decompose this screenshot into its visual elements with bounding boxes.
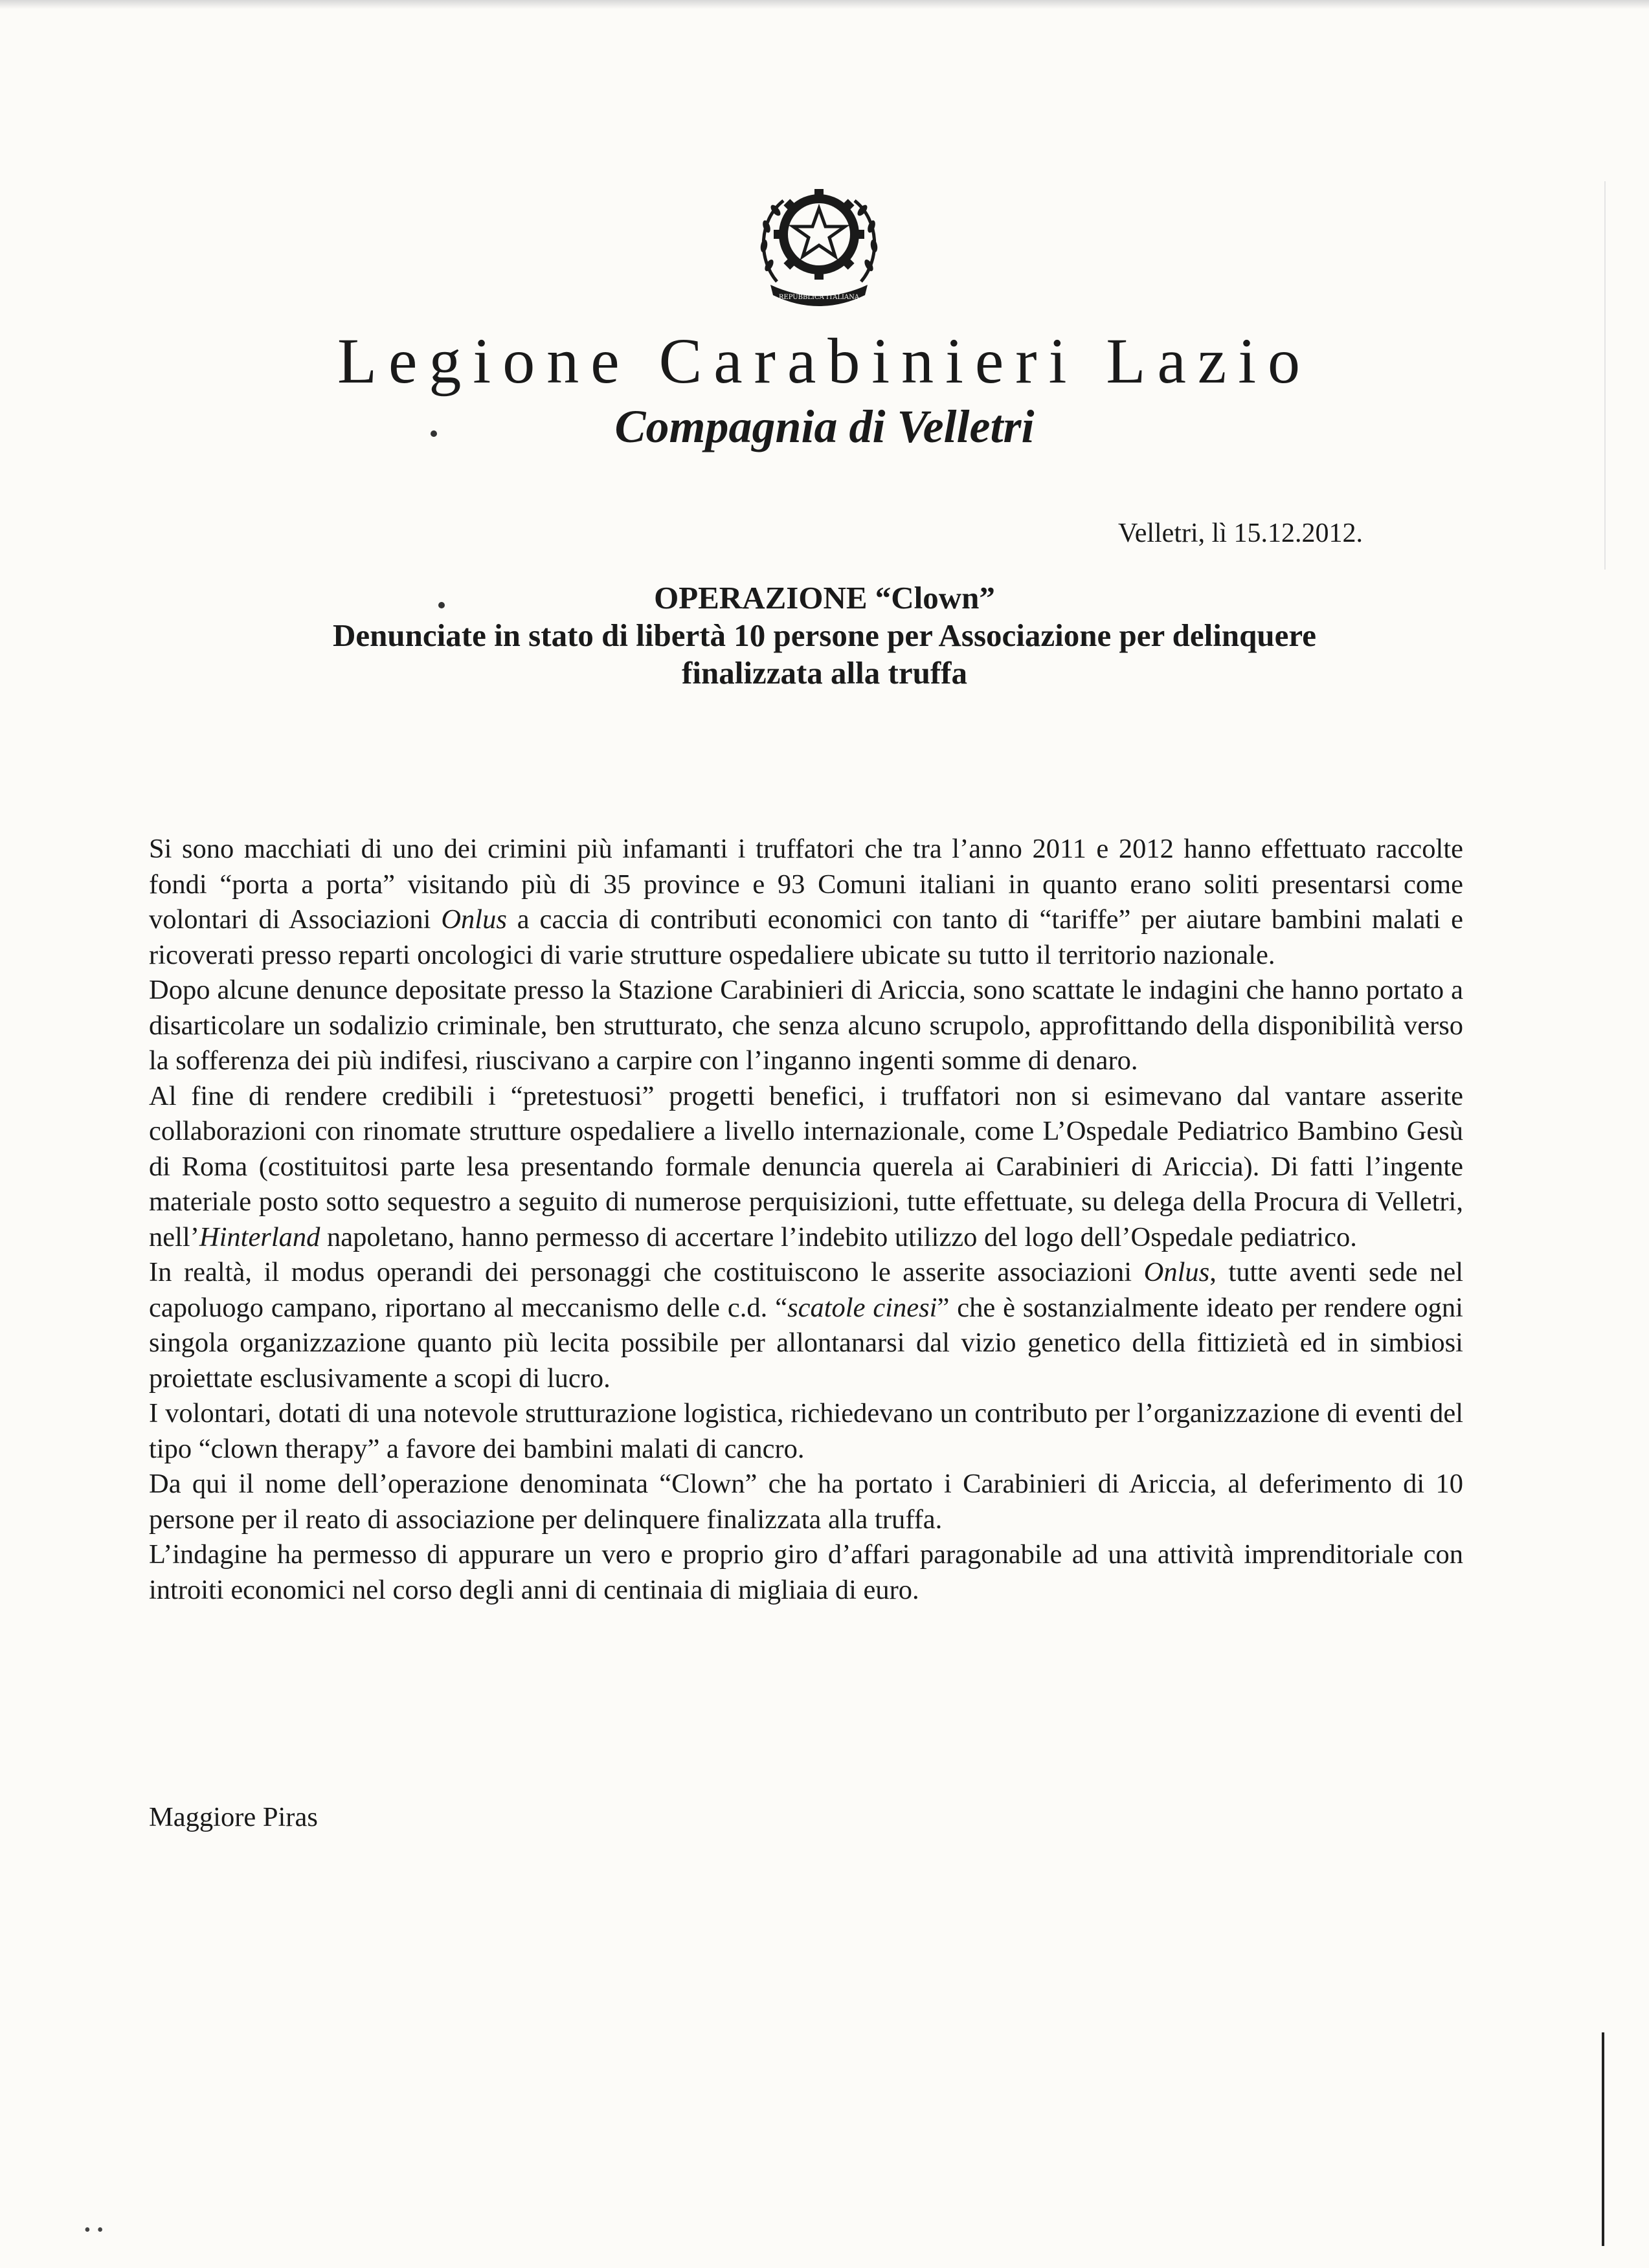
body-text-italic: Onlus [1143, 1257, 1210, 1287]
body-paragraph-7: L’indagine ha permesso di appurare un vero e proprio giro d’affari paragonabile ad una attività imprenditoriale con introiti economici nel corso degli anni di centinaia di migliaia di euro. [149, 1539, 1463, 1605]
republic-emblem-icon [751, 175, 887, 311]
body-paragraph-6: Da qui il nome dell’operazione denominata “Clown” che ha portato i Carabinieri di Ariccia, al deferimento di 10 persone per il reato di associazione per delinquere finalizzata alla truffa. [149, 1469, 1463, 1535]
body-paragraph-4 [149, 1255, 1463, 1396]
scan-edge-mark [1602, 2032, 1604, 2246]
body-text: , tutte aventi sede nel capoluogo campano, riportano al meccanismo delle c.d. “ [149, 1257, 1464, 1323]
body-text-italic: Hinterland [199, 1221, 320, 1252]
body-text-italic: Onlus [441, 904, 507, 935]
body-text: Al fine di rendere credibili i “pretestuosi” progetti benefici, i truffatori non si esimevano dal vantare asserite collaborazioni con rinomate strutture ospedaliere a livello internazionale, come L’Ospedale Pediatrico Bambino Gesù di Roma (costituitosi parte lesa presentando formale denuncia querela ai Carabinieri di Ariccia). Di fatti l’ingente materiale posto sotto sequestro a seguito di numerose perquisizioni, tutte effettuate, su delega della Procura di Velletri, nell’ [149, 1080, 1463, 1252]
title-operation: OPERAZIONE “Clown” [654, 580, 995, 616]
title-headline-cont: finalizzata alla truffa [682, 655, 967, 691]
body-paragraph-5: I volontari, dotati di una notevole strutturazione logistica, richiedevano un contributo per l’organizzazione di eventi del tipo “clown therapy” a favore dei bambini malati di cancro. [149, 1398, 1463, 1464]
body-paragraph-1 [149, 832, 1463, 973]
title-headline: Denunciate in stato di libertà 10 persone per Associazione per delinquere [333, 617, 1316, 653]
body-text: In realtà, il modus operandi dei personaggi che costituiscono le asserite associazioni [149, 1257, 1144, 1287]
scan-dots: •• [84, 2220, 110, 2240]
body-paragraph-3 [149, 1079, 1463, 1256]
body-text-italic: scatole cinesi [787, 1292, 937, 1323]
scan-edge-top [0, 0, 1649, 9]
press-release-body [149, 832, 1463, 1608]
emblem-ribbon-text: REPUBBLICA ITALIANA [778, 294, 860, 301]
press-release-title [155, 579, 1494, 692]
body-text: ” che è sostanzialmente ideato per rendere ogni singola organizzazione quanto più lecita possibile per allontanarsi dal vizio genetico della fittizietà ed in simbiosi proiettate esclusivamente a scopi di lucro. [149, 1292, 1463, 1394]
body-text: Si sono macchiati di uno dei crimini più infamanti i truffatori che tra l’anno 2011 e 2012 hanno effettuato raccolte fondi “porta a porta” visitando più di 35 province e 93 Comuni italiani in quanto erano soliti presentarsi come volontari di Associazioni [149, 834, 1463, 935]
document-date: Velletri, lì 15.12.2012. [1118, 518, 1363, 548]
body-paragraph-2: Dopo alcune denunce depositate presso la Stazione Carabinieri di Ariccia, sono scattate le indagini che hanno portato a disarticolare un sodalizio criminale, ben strutturato, che senza alcuno scrupolo, approfittando della disponibilità verso la sofferenza dei più indifesi, riuscivano a carpire con l’inganno ingenti somme di denaro. [149, 975, 1463, 1076]
organization-heading: Legione Carabinieri Lazio [337, 325, 1312, 397]
body-text: a caccia di contributi economici con tanto di “tariffe” per aiutare bambini malati e ricoverati presso reparti oncologici di varie strutture ospedaliere ubicate su tutto il territorio nazionale. [149, 904, 1463, 970]
body-text: napoletano, hanno permesso di accertare l’indebito utilizzo del logo dell’Ospedale pediatrico. [320, 1221, 1357, 1252]
signature: Maggiore Piras [149, 1802, 318, 1832]
unit-subheading: Compagnia di Velletri [614, 401, 1035, 452]
